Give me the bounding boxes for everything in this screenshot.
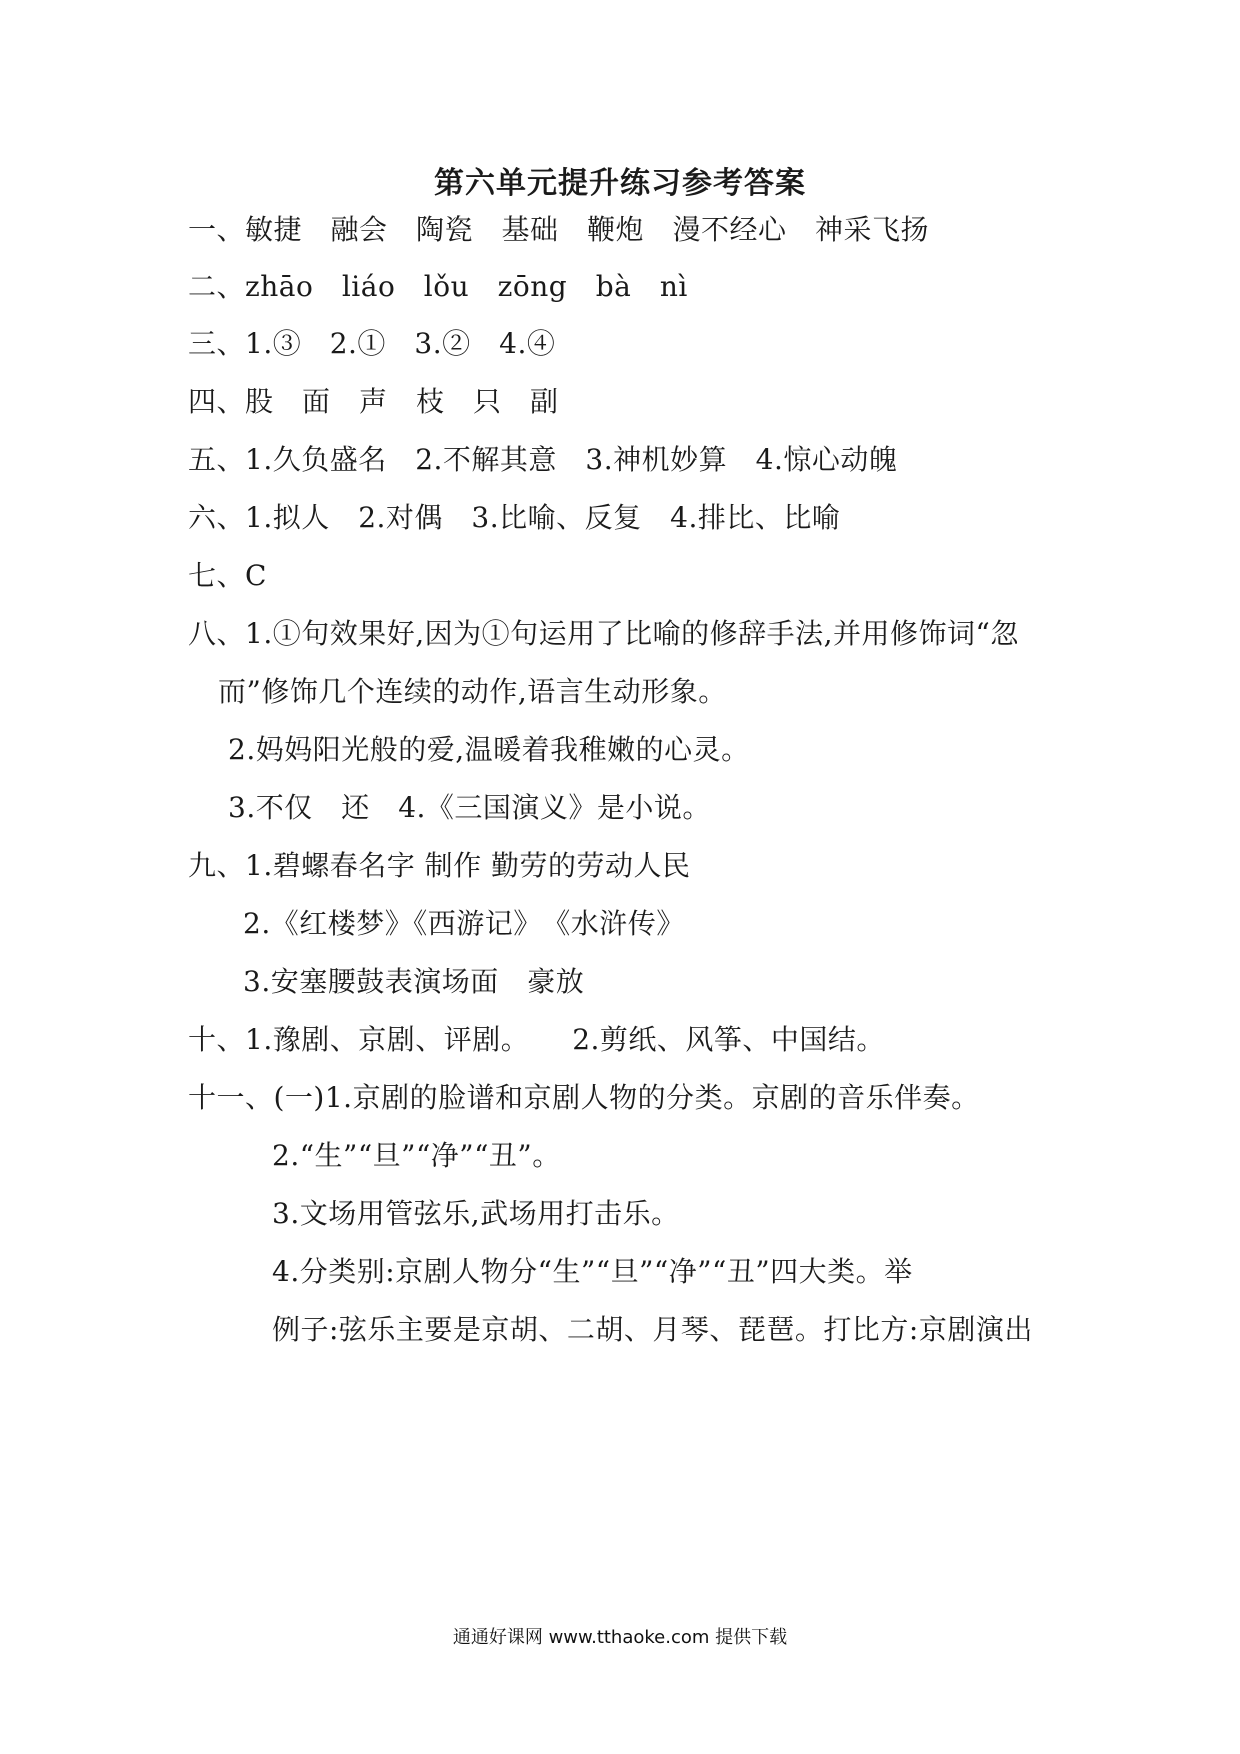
answer-section-11-line-5: 例子:弦乐主要是京胡、二胡、月琴、琵琶。打比方:京剧演出 xyxy=(272,1313,1033,1346)
answer-section-9-line-1: 九、1.碧螺春名字 制作 勤劳的劳动人民 xyxy=(188,849,691,882)
answer-section-9-line-2: 2.《红楼梦》《西游记》 《水浒传》 xyxy=(243,907,685,940)
answer-section-5: 五、1.久负盛名 2.不解其意 3.神机妙算 4.惊心动魄 xyxy=(188,443,898,476)
answer-section-11-line-4: 4.分类别:京剧人物分“生”“旦”“净”“丑”四大类。举 xyxy=(272,1255,913,1288)
answer-section-6: 六、1.拟人 2.对偶 3.比喻、反复 4.排比、比喻 xyxy=(188,501,841,534)
answer-section-8-line-3: 2.妈妈阳光般的爱,温暖着我稚嫩的心灵。 xyxy=(228,733,750,766)
answer-section-1: 一、敏捷 融会 陶瓷 基础 鞭炮 漫不经心 神采飞扬 xyxy=(188,213,930,246)
answer-section-11-line-1: 十一、(一)1.京剧的脸谱和京剧人物的分类。京剧的音乐伴奏。 xyxy=(188,1081,980,1114)
page-title: 第六单元提升练习参考答案 xyxy=(434,166,806,201)
answer-section-11-line-3: 3.文场用管弦乐,武场用打击乐。 xyxy=(272,1197,680,1230)
answer-section-8-line-2: 而”修饰几个连续的动作,语言生动形象。 xyxy=(218,675,727,708)
answer-section-8-line-4: 3.不仅 还 4.《三国演义》是小说。 xyxy=(228,791,711,824)
answer-section-2: 二、zhāo liáo lǒu zōng bà nì xyxy=(188,270,688,303)
answer-section-8-line-1: 八、1.①句效果好,因为①句运用了比喻的修辞手法,并用修饰词“忽 xyxy=(188,617,1019,650)
answer-section-10: 十、1.豫剧、京剧、评剧。 2.剪纸、风筝、中国结。 xyxy=(188,1023,885,1056)
answer-section-4: 四、股 面 声 枝 只 副 xyxy=(188,385,559,418)
answer-section-9-line-3: 3.安塞腰鼓表演场面 豪放 xyxy=(243,965,585,998)
answer-section-11-line-2: 2.“生”“旦”“净”“丑”。 xyxy=(272,1139,561,1172)
answer-section-7: 七、C xyxy=(188,559,267,592)
footer-source-note: 通通好课网 www.tthaoke.com 提供下载 xyxy=(452,1627,788,1648)
answer-section-3: 三、1.③ 2.① 3.② 4.④ xyxy=(188,327,556,360)
